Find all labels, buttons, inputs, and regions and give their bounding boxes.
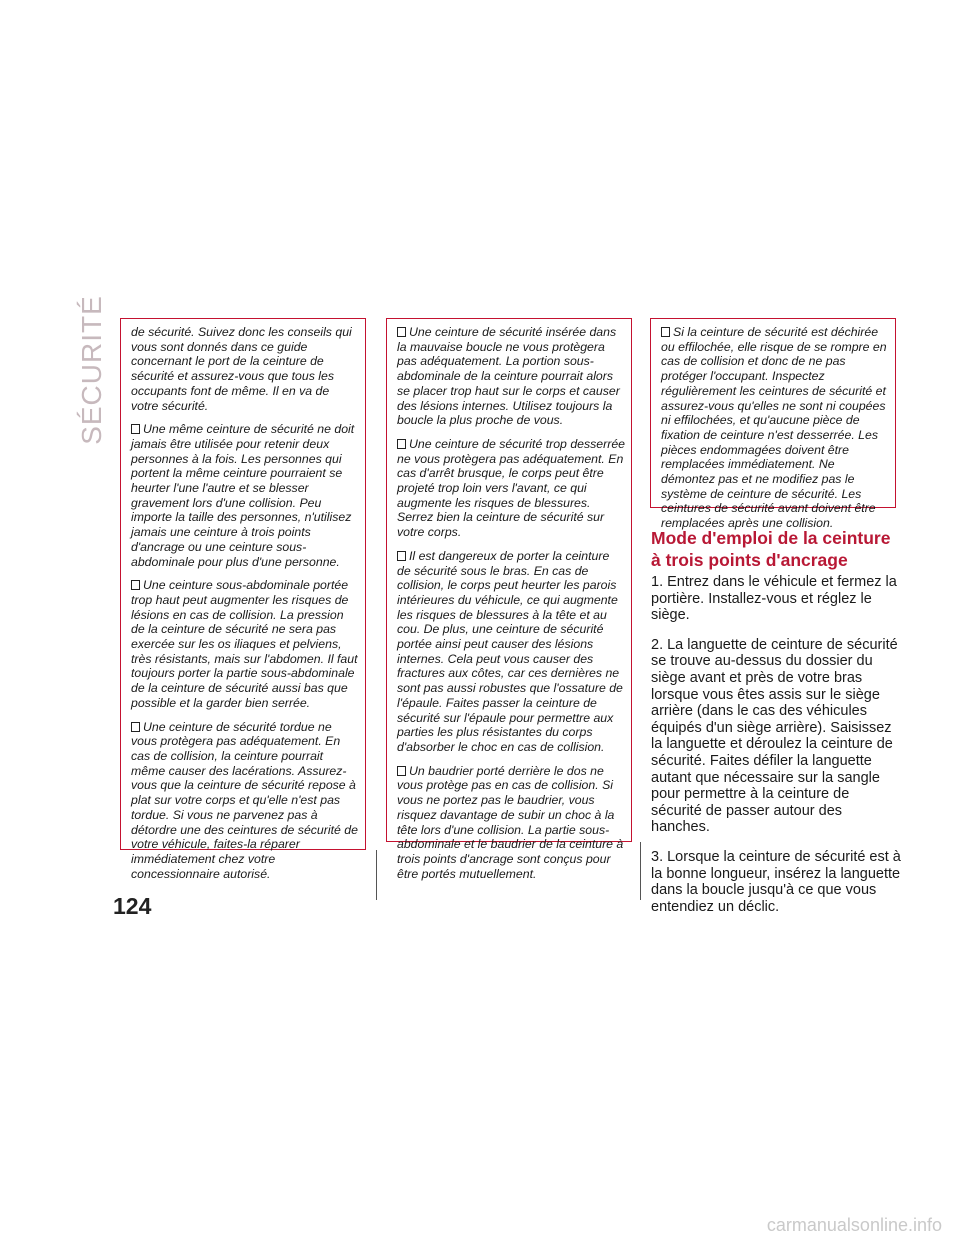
warning-intro: de sécurité. Suivez donc les conseils qui vous sont donnés dans ce guide concernant le port de la ceinture de sécurité et assurez-vous que tous les occupants font de même. Il en va de votre sécurité. [131,325,352,413]
checkbox-icon [131,580,140,590]
checkbox-icon [397,327,406,337]
checkbox-icon [131,424,140,434]
warning-item: Une ceinture de sécurité trop desserrée ne vous protègera pas adéquatement. En cas d'arrêt brusque, le corps peut être projeté trop loin vers l'avant, ce qui augmente les risques de blessures. Serrez bien la ceinture de sécurité sur votre corps. [397,436,625,540]
warning-item: Un baudrier porté derrière le dos ne vous protège pas en cas de collision. Si vous ne portez pas le baudrier, vous risquez davantage de subir un choc à la tête lors d'une collision. La partie sous-abdominale et le baudrier de la ceinture à trois points d'ancrage sont conçus pour être portés mutuellement. [397,763,624,881]
checkbox-icon [661,327,670,337]
warning-item: Une même ceinture de sécurité ne doit jamais être utilisée pour retenir deux personnes à la fois. Les personnes qui portent la même ceinture pourraient se heurter l'une l'autre et se blesser gravement lors d'une collision. Peu importe la taille des personnes, n'utilisez jamais une ceinture à trois points d'ancrage ou une ceinture sous-abdominale pour plus d'une personne. [131,422,355,569]
page-number: 124 [113,893,152,919]
instruction-step: 2. La languette de ceinture de sécurité se trouve au-dessus du dossier du siège avant et près de votre bras lorsque vous êtes assis sur le siège arrière (dans le cas des véhicules équipés d'un siège arrière). Saisissez la languette et déroulez la ceinture de sécurité. Faites défiler la languette autant que nécessaire sur la sangle pour permettre à la ceinture de sécurité de passer autour des hanches. [651,636,898,836]
warning-box-col1 [120,318,366,881]
column-divider-1 [376,850,377,900]
section-heading: Mode d'emploi de la ceinture à trois points d'ancrage [651,528,891,570]
warning-item: Si la ceinture de sécurité est déchirée ou effilochée, elle risque de se rompre en cas de collision et donc de ne pas protéger l'occupant. Inspectez régulièrement les ceintures de sécurité et assurez-vous qu'elles ne sont ni coupées ni effilochées, et qu'aucune pièce de fixation de ceinture n'est desserrée. Les pièces endommagées doivent être remplacées immédiatement. Ne démontez pas et ne modifiez pas le système de ceinture de sécurité. Les ceintures de sécurité avant doivent être remplacées après une collision. [661,325,887,531]
warning-box-col3 [650,318,896,531]
column-divider-2 [640,842,641,900]
warning-item: Il est dangereux de porter la ceinture de sécurité sous le bras. En cas de collision, le corps peut heurter les parois intérieures du véhicule, ce qui augmente les risques de blessures à la tête et au cou. De plus, une ceinture de sécurité portée ainsi peut causer des lésions internes. Cela peut vous causer des fractures aux côtes, car ces dernières ne sont pas aussi robustes que l'ossature de l'épaule. Faites passer la ceinture de sécurité sur l'épaule pour permettre aux parties les plus résistantes du corps d'absorber le choc en cas de collision. [397,548,623,754]
warning-item: Une ceinture sous-abdominale portée trop haut peut augmenter les risques de lésions en cas de collision. La pression de la ceinture de sécurité ne sera pas exercée sur les os iliaques et pelviens, très résistants, mais sur l'abdomen. Il faut toujours porter la partie sous-abdominale de la ceinture de sécurité aussi bas que possible et la garder bien serrée. [131,578,358,710]
checkbox-icon [397,766,406,776]
checkbox-icon [397,551,406,561]
section-side-label [72,295,112,445]
instruction-step: 3. Lorsque la ceinture de sécurité est à la bonne longueur, insérez la languette dans la boucle jusqu'à ce que vous entendiez un déclic. [651,848,901,915]
instructions-body [651,574,901,928]
warning-item: Une ceinture de sécurité insérée dans la mauvaise boucle ne vous protègera pas adéquatement. La portion sous-abdominale de la ceinture pourrait alors se placer trop haut sur le corps et causer des lésions internes. Utilisez toujours la boucle la plus proche de vous. [397,325,620,428]
checkbox-icon [397,439,406,449]
warning-box-col2 [386,318,632,881]
checkbox-icon [131,722,140,732]
warning-item: Une ceinture de sécurité tordue ne vous protègera pas adéquatement. En cas de collision, la ceinture pourrait même causer des lacérations. Assurez-vous que la ceinture de sécurité repose à plat sur votre corps et qu'elle n'est pas tordue. Si vous ne parvenez pas à détordre une des ceintures de sécurité de votre véhicule, faites-la réparer immédiatement chez votre concessionnaire autorisé. [131,719,358,881]
instruction-step: 1. Entrez dans le véhicule et fermez la portière. Installez-vous et réglez le siège. [651,574,897,624]
footer-watermark: carmanualsonline.info [766,1215,942,1235]
section-side-label-text: SÉCURITÉ [76,295,107,445]
